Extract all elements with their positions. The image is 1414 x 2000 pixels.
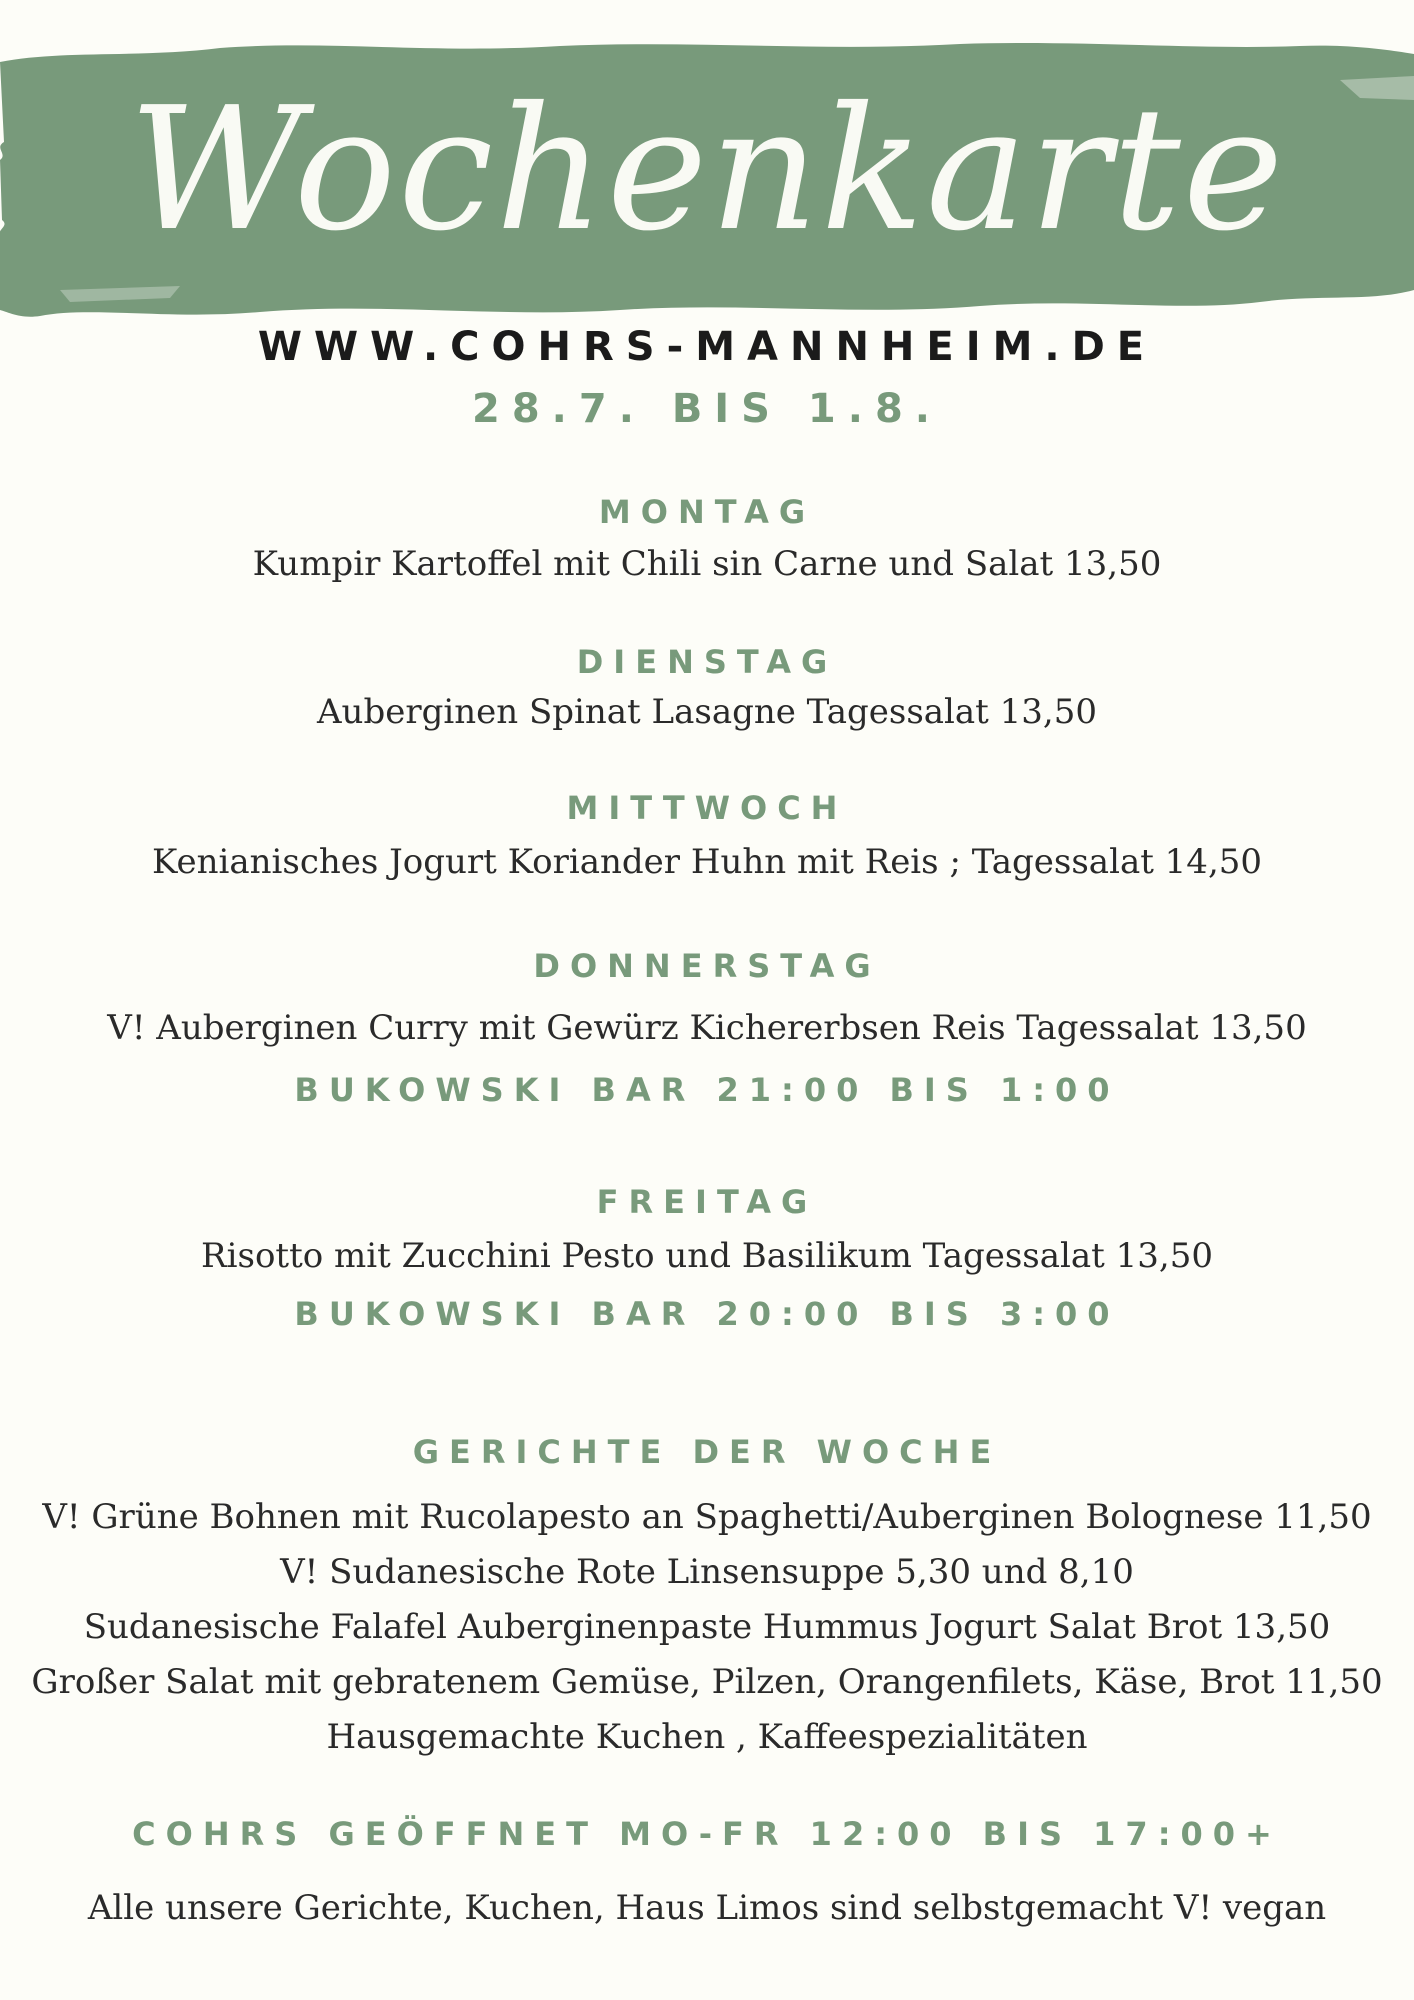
footer-note: Alle unsere Gerichte, Kuchen, Haus Limos sind selbstgemacht V! vegan (87, 1888, 1327, 1928)
weekly-dish: Sudanesische Falafel Auberginenpaste Hummus Jogurt Salat Brot 13,50 (83, 1607, 1331, 1647)
weekly-dish: Hausgemachte Kuchen , Kaffeespezialitäten (326, 1717, 1088, 1757)
bar-hours-freitag: BUKOWSKI BAR 20:00 BIS 3:00 (294, 1295, 1120, 1333)
bar-hours-donnerstag: BUKOWSKI BAR 21:00 BIS 1:00 (294, 1071, 1120, 1109)
dish-mittwoch: Kenianisches Jogurt Koriander Huhn mit Reis ; Tagessalat 14,50 (151, 842, 1263, 882)
date-range: 28.7. BIS 1.8. (472, 386, 942, 432)
weekly-dish: V! Grüne Bohnen mit Rucolapesto an Spaghetti/Auberginen Bolognese 11,50 (42, 1497, 1372, 1537)
day-heading-donnerstag: DONNERSTAG (533, 947, 881, 985)
page-title: Wochenkarte (128, 71, 1286, 269)
day-heading-freitag: FREITAG (596, 1183, 818, 1221)
day-heading-montag: MONTAG (598, 493, 816, 531)
website-link[interactable]: WWW.COHRS-MANNHEIM.DE (257, 324, 1157, 370)
dish-montag: Kumpir Kartoffel mit Chili sin Carne und Salat 13,50 (252, 544, 1162, 584)
weekly-dish: Großer Salat mit gebratenem Gemüse, Pilzen, Orangenfilets, Käse, Brot 11,50 (31, 1662, 1383, 1702)
dish-donnerstag: V! Auberginen Curry mit Gewürz Kichererbsen Reis Tagessalat 13,50 (107, 1008, 1307, 1048)
opening-hours: COHRS GEÖFFNET MO-FR 12:00 BIS 17:00+ (132, 1815, 1282, 1853)
day-heading-dienstag: DIENSTAG (576, 643, 838, 681)
dish-dienstag: Auberginen Spinat Lasagne Tagessalat 13,50 (317, 692, 1097, 732)
day-heading-mittwoch: MITTWOCH (566, 789, 848, 827)
weekly-dish: V! Sudanesische Rote Linsensuppe 5,30 und 8,10 (280, 1552, 1134, 1592)
weekly-heading: GERICHTE DER WOCHE (412, 1433, 1002, 1471)
weekly-dish-list (0, 1490, 1414, 1765)
dish-freitag: Risotto mit Zucchini Pesto und Basilikum Tagessalat 13,50 (201, 1236, 1213, 1276)
